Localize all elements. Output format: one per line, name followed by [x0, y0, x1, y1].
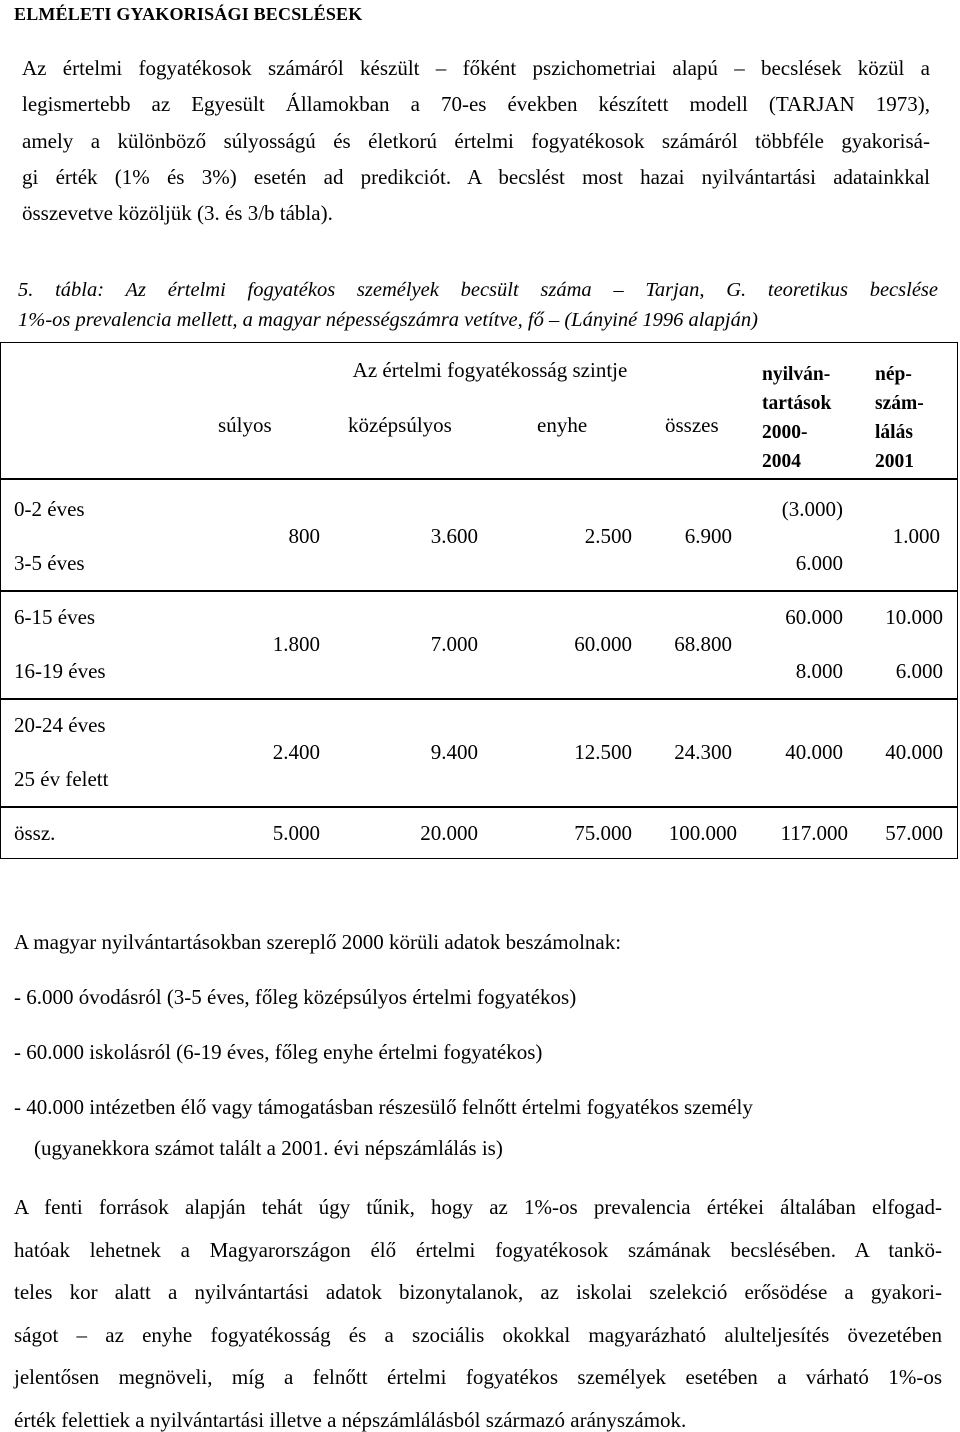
header-part: szám-	[875, 393, 924, 414]
value-sulyos: 2.400	[272, 740, 320, 764]
intro-paragraph	[22, 50, 930, 231]
header-part: lálás	[875, 422, 913, 443]
conclusion-line: teles kor alatt a nyilvántartási adatok bizonytalanok, az iskolai szelekció erősödése a gyakori-	[14, 1280, 942, 1304]
intro-line: Az értelmi fogyatékosok számáról készült – főként pszichometriai alapú – becslések közül a	[22, 56, 930, 80]
value-nyilvantartas: (3.000)	[781, 497, 843, 521]
section-heading: ELMÉLETI GYAKORISÁGI BECSLÉSEK	[14, 4, 363, 24]
value-nepszamlalas: 10.000	[885, 605, 943, 629]
table-header-rule	[0, 478, 958, 480]
value-sulyos: 1.800	[272, 632, 320, 656]
column-header-kozepsulyos: középsúlyos	[348, 413, 452, 437]
header-part: 2000-	[762, 422, 808, 443]
value-osszes: 6.900	[684, 524, 732, 548]
table-caption	[18, 275, 938, 335]
intro-line: összevetve közöljük (3. és 3/b tábla).	[22, 201, 333, 226]
age-label: 20-24 éves	[14, 713, 106, 737]
value-enyhe: 60.000	[574, 632, 632, 656]
caption-line: 5. tábla: Az értelmi fogyatékos személyek becsült száma – Tarjan, G. teoretikus becslése	[18, 279, 938, 301]
header-part: 2001	[875, 451, 914, 472]
value-nyilvantartas: 6.000	[795, 551, 843, 575]
total-nyilvantartas: 117.000	[780, 821, 848, 845]
total-enyhe: 75.000	[574, 821, 632, 845]
value-kozepsulyos: 9.400	[430, 740, 478, 764]
intro-line: legismertebb az Egyesült Államokban a 70-es években készített modell (TARJAN 1973),	[22, 92, 930, 117]
total-label: össz.	[14, 821, 56, 845]
column-header-nyilvantartasok	[762, 360, 831, 476]
column-header-sulyos: súlyos	[218, 413, 272, 437]
column-header-osszes: összes	[665, 413, 719, 437]
header-part: tartások	[762, 393, 832, 414]
total-osszes: 100.000	[668, 821, 737, 845]
value-sulyos: 800	[288, 524, 320, 548]
age-label: 3-5 éves	[14, 551, 85, 575]
value-nepszamlalas: 6.000	[895, 659, 943, 683]
conclusion-line: ságot – az enyhe fogyatékosság és a szociális okokkal magyarázható alulteljesítés övezetében	[14, 1322, 942, 1347]
caption-line: 1%-os prevalencia mellett, a magyar népességszámra vetítve, fő – (Lányiné 1996 alapján)	[18, 309, 758, 331]
value-kozepsulyos: 3.600	[430, 524, 478, 548]
column-header-nepszamlalas	[875, 360, 924, 476]
records-intro: A magyar nyilvántartásokban szereplő 2000 körüli adatok beszámolnak:	[14, 930, 622, 954]
value-nepszamlalas: 40.000	[885, 740, 943, 764]
value-nepszamlalas: 1.000	[892, 524, 940, 548]
table-row-rule	[0, 698, 958, 700]
age-label: 16-19 éves	[14, 659, 106, 683]
total-nepszamlalas: 57.000	[885, 821, 943, 845]
record-item: - 6.000 óvodásról (3-5 éves, főleg középsúlyos értelmi fogyatékos)	[14, 985, 577, 1009]
table-group-header: Az értelmi fogyatékosság szintje	[352, 358, 628, 382]
conclusion-line: érték felettiek a nyilvántartási illetve a népszámlálásból származó arányszámok.	[14, 1407, 687, 1432]
conclusion-line: jelentősen megnöveli, míg a felnőtt értelmi fogyatékos személyek esetében a várható 1%-os	[14, 1365, 942, 1389]
header-part: 2004	[762, 451, 801, 472]
intro-line: gi érték (1% és 3%) esetén ad predikciót. A becslést most hazai nyilvántartási adatainkkal	[22, 164, 930, 189]
value-enyhe: 12.500	[574, 740, 632, 764]
conclusion-paragraph	[14, 1186, 942, 1432]
age-label: 25 év felett	[14, 767, 109, 791]
header-part: nyilván-	[762, 364, 831, 385]
table-row-rule	[0, 590, 958, 592]
total-sulyos: 5.000	[272, 821, 320, 845]
total-kozepsulyos: 20.000	[420, 821, 478, 845]
conclusion-line: A fenti források alapján tehát úgy tűnik, hogy az 1%-os prevalencia értékei általában elfogad-	[14, 1195, 942, 1219]
header-part: nép-	[875, 364, 912, 385]
value-kozepsulyos: 7.000	[430, 632, 478, 656]
table-row-rule	[0, 806, 958, 808]
column-header-enyhe: enyhe	[537, 413, 588, 437]
record-item: - 60.000 iskolásról (6-19 éves, főleg enyhe értelmi fogyatékos)	[14, 1040, 543, 1064]
value-osszes: 68.800	[674, 632, 732, 656]
value-nyilvantartas: 8.000	[795, 659, 843, 683]
record-note: (ugyanekkora számot talált a 2001. évi népszámlálás is)	[34, 1136, 503, 1160]
value-enyhe: 2.500	[584, 524, 632, 548]
intro-line: amely a különböző súlyosságú és életkorú értelmi fogyatékosok számáról többféle gyakorisá-	[22, 128, 930, 153]
conclusion-line: hatóak lehetnek a Magyarországon élő értelmi fogyatékosok számának becslésében. A tankö-	[14, 1237, 942, 1262]
value-nyilvantartas: 40.000	[785, 740, 843, 764]
age-label: 0-2 éves	[14, 497, 85, 521]
age-label: 6-15 éves	[14, 605, 96, 629]
value-osszes: 24.300	[674, 740, 732, 764]
record-item: - 40.000 intézetben élő vagy támogatásban részesülő felnőtt értelmi fogyatékos személy	[14, 1095, 753, 1119]
value-nyilvantartas: 60.000	[785, 605, 843, 629]
